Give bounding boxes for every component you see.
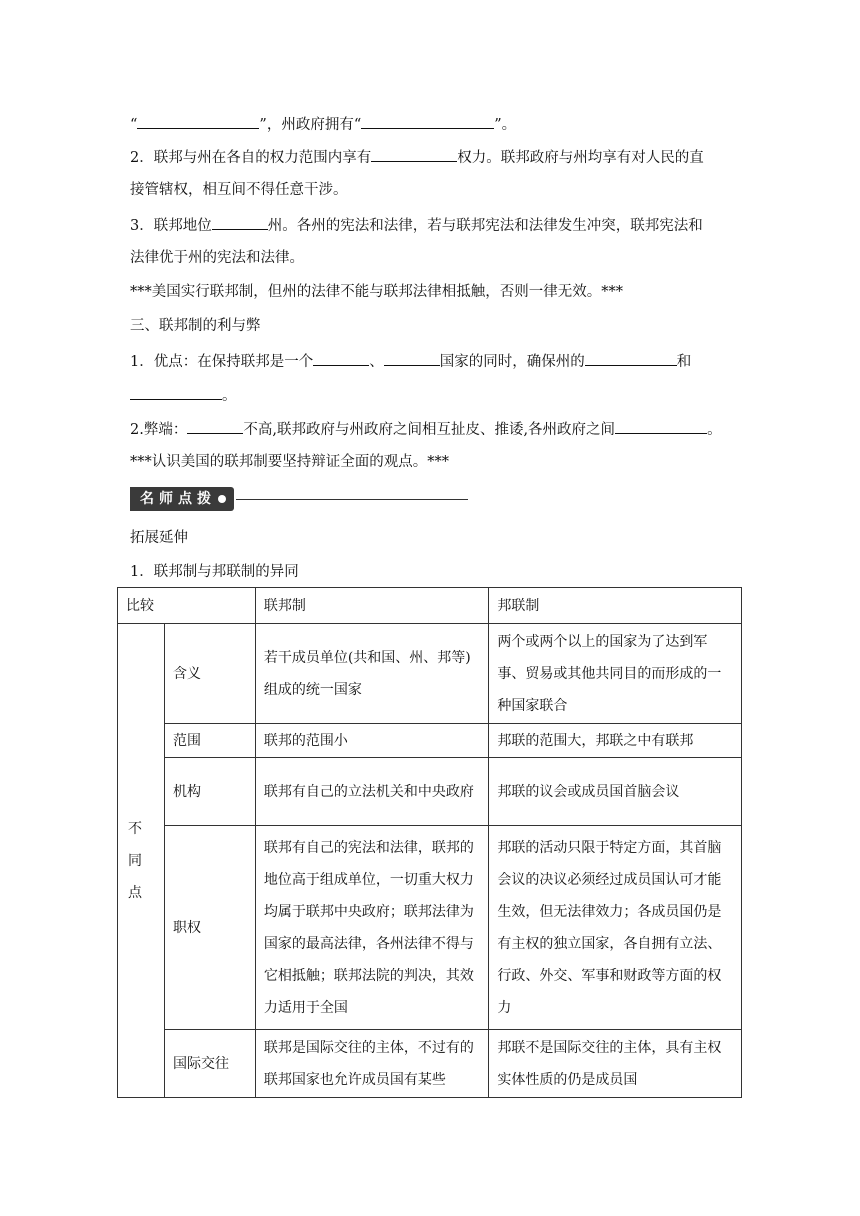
confederal-cell: 邦联的议会或成员国首脑会议 <box>489 758 742 826</box>
confederal-cell: 邦联的活动只限于特定方面，其首脑会议的决议必须经过成员国认可才能生效，但无法律效力；各成员国仍是有主权的独立国家，各自拥有立法、行政、外交、军事和财政等方面的权力 <box>489 826 742 1030</box>
header-cell: 比较 <box>118 588 256 624</box>
text-fragment: 和 <box>676 354 692 370</box>
aspect-cell: 国际交往 <box>164 1030 255 1098</box>
group-label-char: 不 <box>128 820 142 837</box>
text-fragment: ”，州政府拥有“ <box>259 117 362 133</box>
text-fragment: 国家的同时，确保州的 <box>439 354 585 370</box>
fill-blank[interactable] <box>137 113 259 129</box>
aspect-cell: 范围 <box>164 724 255 758</box>
header-cell: 联邦制 <box>255 588 489 624</box>
group-label-char: 同 <box>128 852 142 869</box>
table-row <box>118 758 742 826</box>
section-rule <box>236 499 468 500</box>
header-cell: 邦联制 <box>489 588 742 624</box>
note-line-2: ***认识美国的联邦制要坚持辩证全面的观点。*** <box>130 454 449 470</box>
text-line-1 <box>130 113 516 135</box>
sub-heading: 拓展延伸 <box>130 530 188 546</box>
fill-blank[interactable] <box>371 146 457 162</box>
table-row <box>118 1030 742 1098</box>
text-fragment: 、 <box>369 354 384 370</box>
text-line-8 <box>130 350 691 372</box>
table-row <box>118 826 742 1030</box>
comparison-table <box>117 587 742 1098</box>
fill-blank[interactable] <box>313 350 369 366</box>
section-heading-3: 三、联邦制的利与弊 <box>130 318 261 334</box>
text-fragment: 权力。联邦政府与州均享有对人民的直 <box>457 150 704 166</box>
bullet-dot-icon <box>218 495 226 503</box>
table-row <box>118 624 742 724</box>
group-label-char: 点 <box>128 884 142 901</box>
federal-cell: 联邦有自己的立法机关和中央政府 <box>255 758 489 826</box>
fill-blank[interactable] <box>615 418 707 434</box>
confederal-cell: 邦联不是国际交往的主体，具有主权实体性质的仍是成员国 <box>489 1030 742 1098</box>
text-fragment: 3．联邦地位 <box>130 218 212 234</box>
federal-cell: 联邦有自己的宪法和法律，联邦的地位高于组成单位，一切重大权力均属于联邦中央政府；联邦法律为国家的最高法律，各州法律不得与它相抵触；联邦法院的判决，其效力适用于全国 <box>255 826 489 1030</box>
fill-blank[interactable] <box>384 350 440 366</box>
aspect-cell: 职权 <box>164 826 255 1030</box>
text-line-2 <box>130 146 704 168</box>
section-badge-label: 名师点拨 <box>140 491 216 507</box>
confederal-cell: 两个或两个以上的国家为了达到军事、贸易或其他共同目的而形成的一种国家联合 <box>489 624 742 724</box>
text-fragment: 。 <box>222 388 237 404</box>
fill-blank[interactable] <box>361 113 494 129</box>
table-row <box>118 724 742 758</box>
note-line-1: ***美国实行联邦制，但州的法律不能与联邦法律相抵触，否则一律无效。*** <box>130 284 623 300</box>
text-fragment: 。 <box>707 422 722 438</box>
federal-cell: 联邦的范围小 <box>255 724 489 758</box>
text-line-9 <box>130 384 237 406</box>
text-line-3: 接管辖权，相互间不得任意干涉。 <box>130 182 348 198</box>
fill-blank[interactable] <box>212 214 268 230</box>
text-fragment: 2．联邦与州在各自的权力范围内享有 <box>130 150 372 166</box>
text-fragment: 2.弊端： <box>130 422 188 438</box>
federal-cell: 若干成员单位(共和国、州、邦等)组成的统一国家 <box>255 624 489 724</box>
aspect-cell: 机构 <box>164 758 255 826</box>
federal-cell: 联邦是国际交往的主体，不过有的联邦国家也允许成员国有某些 <box>255 1030 489 1098</box>
table-header-row <box>118 588 742 624</box>
text-fragment: ”。 <box>494 117 517 133</box>
text-line-10 <box>130 418 722 440</box>
text-line-4 <box>130 214 703 236</box>
text-fragment: 不高,联邦政府与州政府之间相互扯皮、推诿,各州政府之间 <box>243 422 616 438</box>
group-label-cell <box>118 624 165 1098</box>
confederal-cell: 邦联的范围大，邦联之中有联邦 <box>489 724 742 758</box>
section-header-bar <box>130 487 468 511</box>
text-line-5: 法律优于州的宪法和法律。 <box>130 250 304 266</box>
text-fragment: 1．优点：在保持联邦是一个 <box>130 354 314 370</box>
fill-blank[interactable] <box>187 418 243 434</box>
table-title: 1．联邦制与邦联制的异同 <box>130 564 299 580</box>
aspect-cell: 含义 <box>164 624 255 724</box>
text-fragment: “ <box>130 117 138 133</box>
fill-blank[interactable] <box>585 350 677 366</box>
fill-blank[interactable] <box>130 384 222 400</box>
group-label <box>128 813 154 909</box>
text-fragment: 州。各州的宪法和法律，若与联邦宪法和法律发生冲突，联邦宪法和 <box>267 218 703 234</box>
section-badge <box>130 487 234 511</box>
